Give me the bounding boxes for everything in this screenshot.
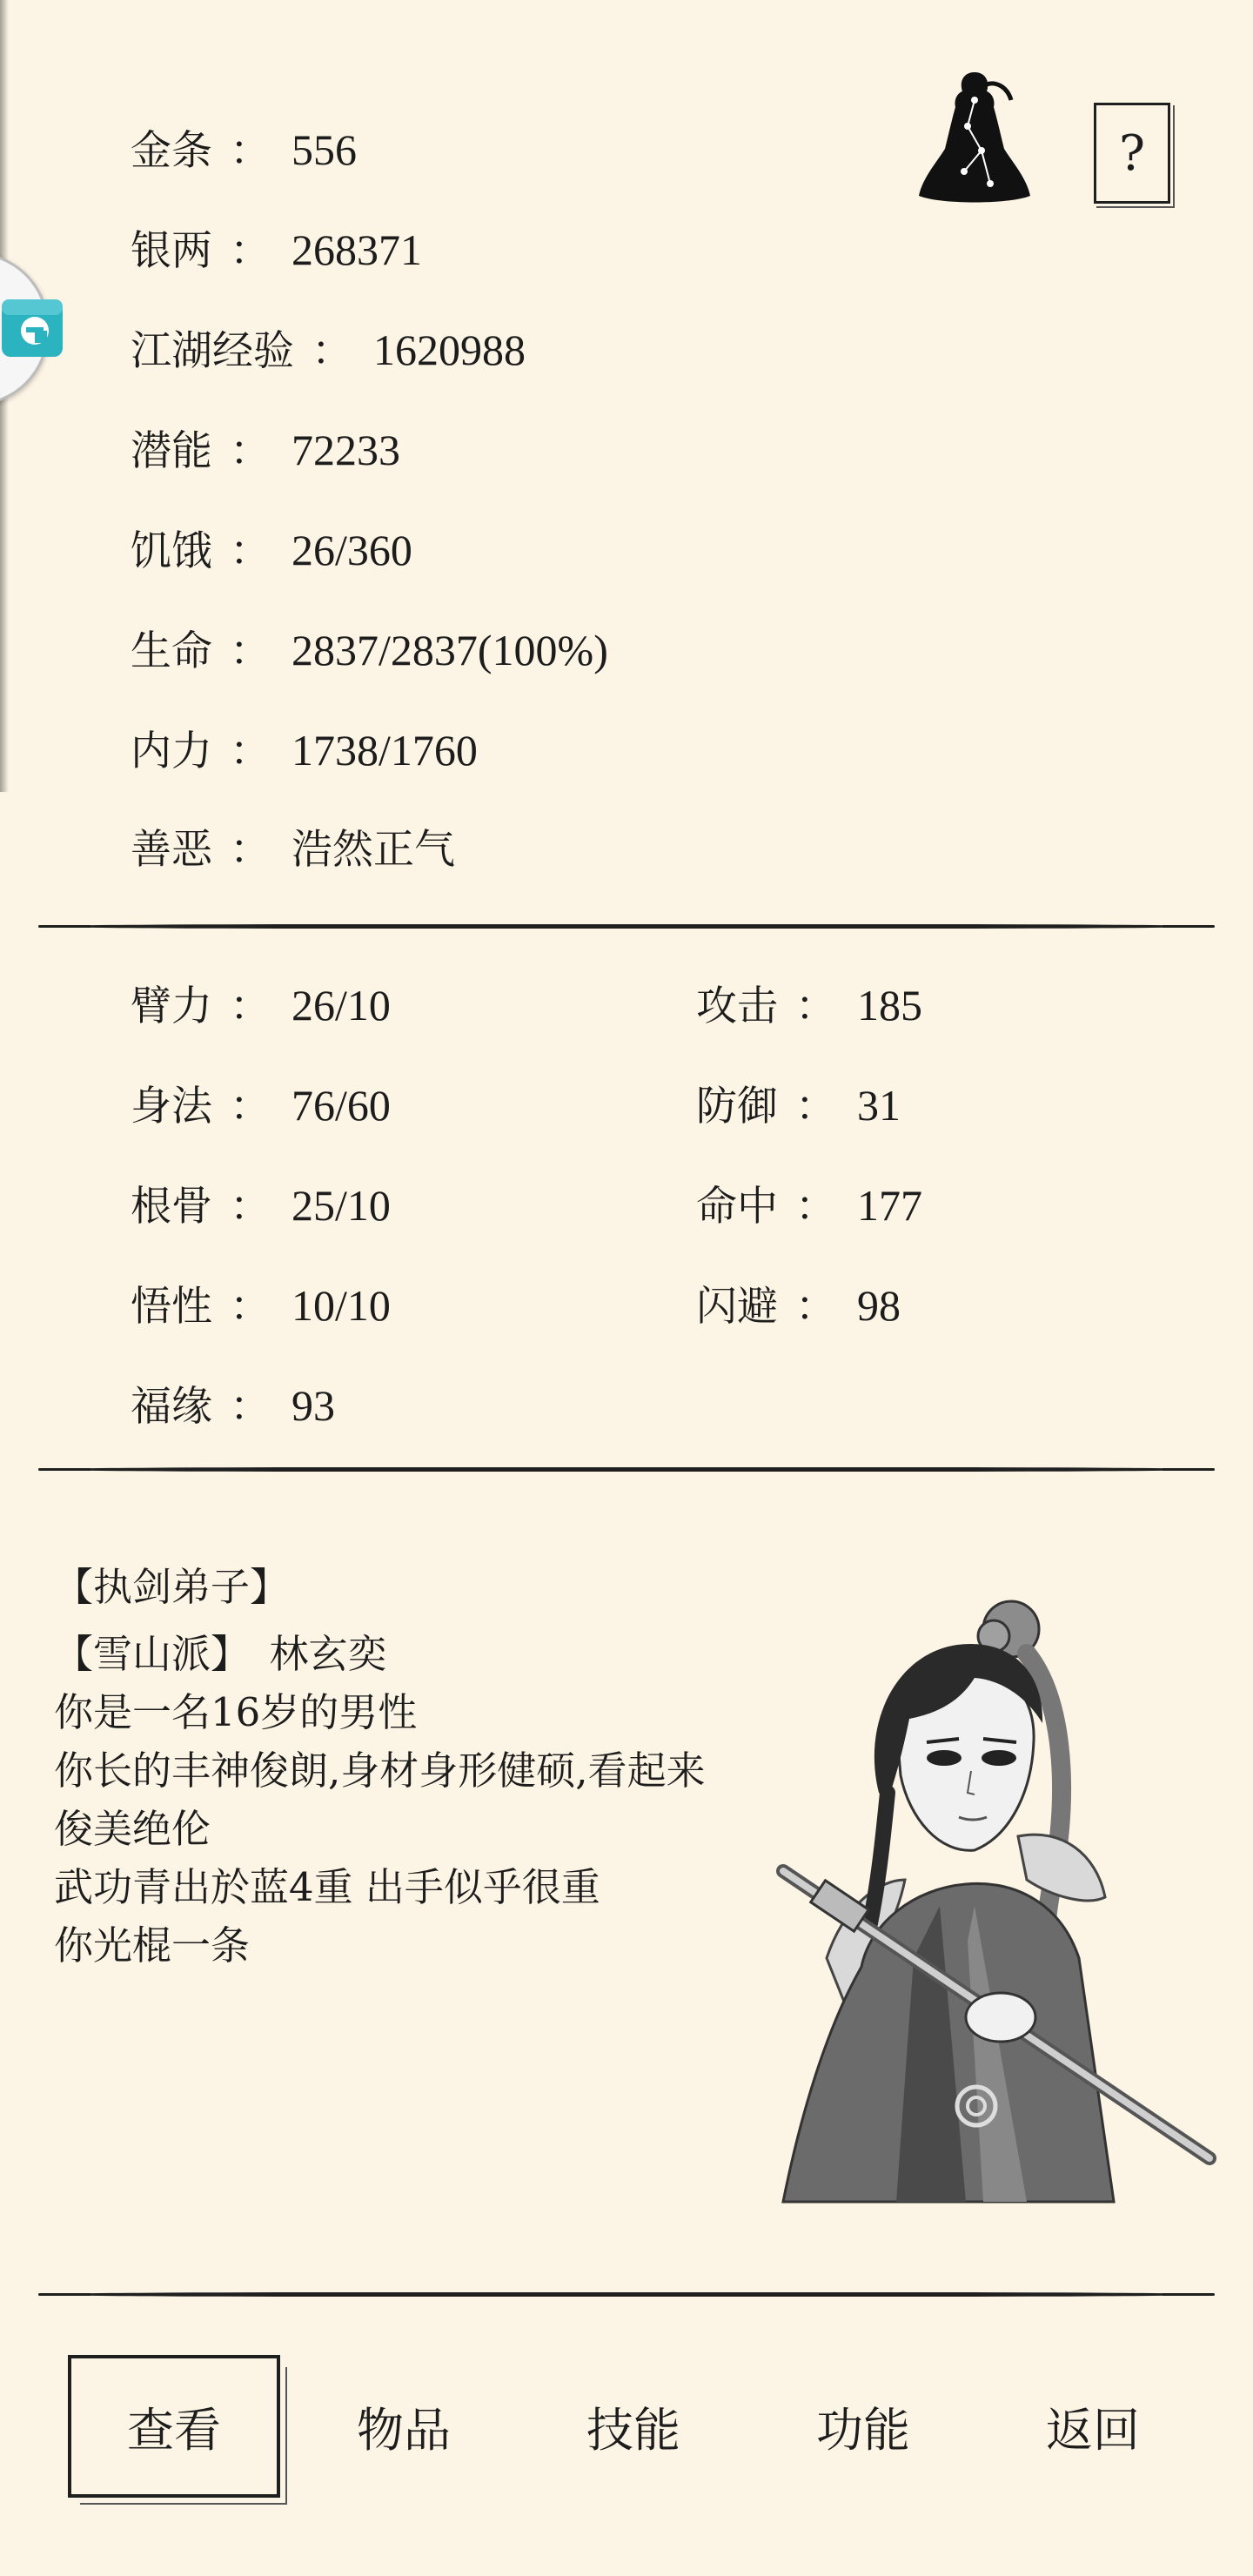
tab-items[interactable] (298, 2355, 510, 2498)
bio-line: 你是一名16岁的男性 (54, 1689, 418, 1735)
stat-label: 金条 (131, 127, 212, 175)
stat-label: 江湖经验 (131, 327, 294, 375)
tab-label: 技能 (586, 2402, 680, 2458)
stat-separator: ： (230, 1383, 271, 1431)
attr-label: 攻击 (696, 983, 778, 1030)
floating-assistant-icon[interactable] (0, 296, 70, 362)
attr-label: 悟性 (131, 1283, 212, 1331)
tab-view[interactable] (68, 2355, 280, 2498)
meditating-figure-icon[interactable] (914, 65, 1035, 213)
section-divider-top (44, 924, 1209, 929)
stat-separator: ： (230, 826, 271, 874)
tab-label: 物品 (357, 2402, 451, 2458)
attr-strength (131, 979, 391, 1033)
attr-value: 185 (857, 981, 922, 1030)
stat-value: 2837/2837(100%) (291, 626, 608, 674)
tab-functions[interactable] (757, 2355, 969, 2498)
help-button[interactable] (1094, 103, 1170, 204)
attr-value: 10/10 (291, 1281, 391, 1330)
stat-silver (131, 224, 422, 278)
bio-sect-name: 【雪山派】 林玄奕 (54, 1631, 387, 1677)
character-bio (54, 1558, 706, 1975)
stat-inner-force (131, 724, 478, 778)
attr-label: 根骨 (131, 1183, 212, 1231)
stat-value: 浩然正气 (291, 826, 455, 874)
stat-separator: ： (230, 1283, 271, 1331)
attr-label: 命中 (696, 1183, 778, 1231)
stat-label: 善恶 (131, 826, 212, 874)
tab-skills[interactable] (527, 2355, 740, 2498)
stat-separator: ： (230, 427, 271, 475)
tab-label: 功能 (816, 2402, 910, 2458)
tab-label: 查看 (127, 2402, 221, 2458)
attr-label: 福缘 (131, 1383, 212, 1431)
stat-separator: ： (312, 327, 352, 375)
attr-fortune (131, 1379, 335, 1433)
attr-dodge (696, 1279, 901, 1333)
stat-label: 生命 (131, 627, 212, 675)
tab-label: 返回 (1046, 2402, 1140, 2458)
attr-value: 26/10 (291, 981, 391, 1030)
stat-separator: ： (230, 728, 271, 775)
stat-value: 556 (291, 125, 357, 174)
attr-label: 臂力 (131, 983, 212, 1030)
stat-separator: ： (230, 627, 271, 675)
stat-separator: ： (795, 983, 836, 1030)
stat-gold-bars (131, 124, 357, 178)
attr-value: 98 (857, 1281, 901, 1330)
stat-label: 内力 (131, 728, 212, 775)
attr-label: 闪避 (696, 1283, 778, 1331)
bio-line: 俊美绝伦 (54, 1806, 211, 1852)
stat-jianghu-exp (131, 324, 526, 378)
stat-separator: ： (230, 127, 271, 175)
attr-defense (696, 1079, 901, 1133)
stat-label: 银两 (131, 227, 212, 275)
tab-back[interactable] (987, 2355, 1199, 2498)
bio-line: 你长的丰神俊朗,身材身形健硕,看起来 (54, 1748, 706, 1794)
bio-title: 【执剑弟子】 (54, 1564, 290, 1610)
stat-morality (131, 824, 455, 876)
stat-separator: ： (795, 1183, 836, 1231)
stat-potential (131, 424, 400, 478)
stat-separator: ： (230, 227, 271, 275)
stat-separator: ： (230, 527, 271, 575)
stat-separator: ： (795, 1083, 836, 1130)
attr-label: 防御 (696, 1083, 778, 1130)
stat-separator: ： (230, 1083, 271, 1130)
stat-label: 潜能 (131, 427, 212, 475)
attr-value: 31 (857, 1081, 901, 1130)
attr-value: 25/10 (291, 1181, 391, 1230)
stat-separator: ： (230, 1183, 271, 1231)
attr-attack (696, 979, 922, 1033)
stat-value: 72233 (291, 426, 400, 474)
attr-comprehension (131, 1279, 391, 1333)
help-button-label: ? (1118, 124, 1146, 182)
section-divider-middle (44, 1467, 1209, 1472)
section-divider-bottom (44, 2292, 1209, 2297)
attr-value: 93 (291, 1381, 335, 1430)
stat-life (131, 624, 608, 678)
bio-line: 你光棍一条 (54, 1922, 251, 1969)
attr-value: 177 (857, 1181, 922, 1230)
bio-line: 武功青出於蓝4重 出手似乎很重 (54, 1864, 600, 1910)
attr-hit (696, 1179, 922, 1233)
character-portrait (766, 1593, 1236, 2219)
stat-separator: ： (795, 1283, 836, 1331)
attr-value: 76/60 (291, 1081, 391, 1130)
attr-agility (131, 1079, 391, 1133)
stat-separator: ： (230, 983, 271, 1030)
stat-value: 1738/1760 (291, 726, 478, 775)
stat-value: 26/360 (291, 526, 412, 574)
stat-value: 1620988 (373, 325, 526, 374)
stat-label: 饥饿 (131, 527, 212, 575)
stat-hunger (131, 524, 412, 578)
attr-constitution (131, 1179, 391, 1233)
stat-value: 268371 (291, 225, 422, 274)
attr-label: 身法 (131, 1083, 212, 1130)
